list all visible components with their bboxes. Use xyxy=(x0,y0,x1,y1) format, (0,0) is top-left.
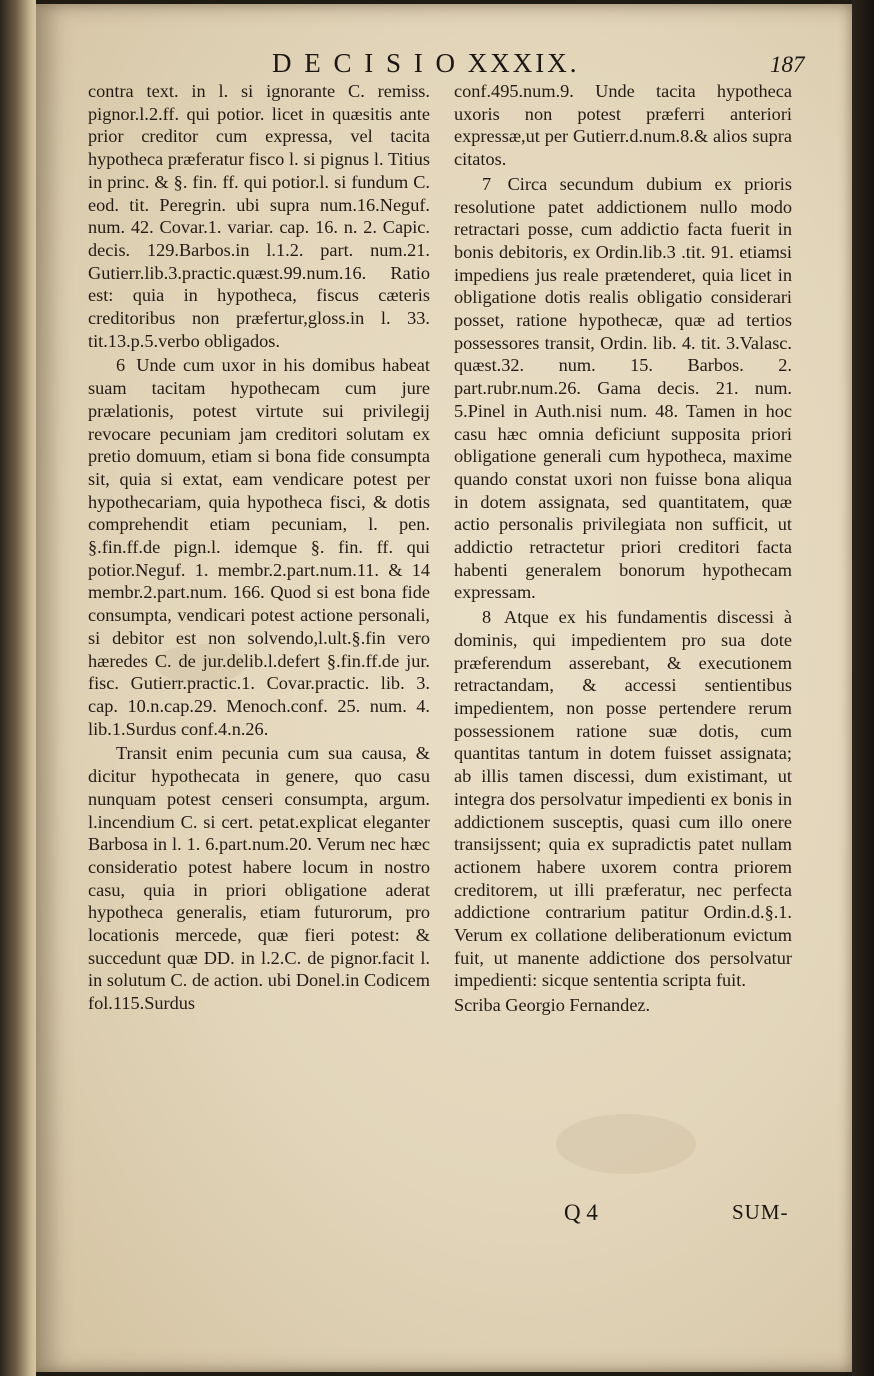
paragraph-number: 8 xyxy=(482,607,492,628)
paragraph-text: conf.495.num.9. Unde tacita hypotheca uxoris non potest præferri anteriori expressæ,ut per Gutierr.d.num.8.& alios supra citatos. xyxy=(454,81,792,170)
paragraph-text: Atque ex his fundamentis discessi à dominis, qui impedientem pro sua dote præferendum asserebant, & executionem retractandam, & accessi sentientibus impedientem, non posse pertendere rerum possessionem ratione suæ dotis, cum quantitas tantum in dotem fuisset assignata; ab illis tamen discessi, dum existimant, ut integra dos persolvatur impedienti ex bonis in addictionem susceptis, quasi cum illo onere transijssent; quia ex supradictis patet nullam actionem habere uxorem contra priorem creditorem, ut illi præferatur, nec perfecta addictione contrarium patitur Ordin.d.§.1. Verum ex collatione deliberationum evictum fuit, ut manente addictione dos persolvatur impedienti: sicque sententia scripta fuit. xyxy=(454,607,792,991)
paragraph xyxy=(454,173,792,604)
page-number: 187 xyxy=(770,52,805,77)
running-head: D E C I S I O XXXIX. xyxy=(272,48,580,78)
paragraph xyxy=(88,742,430,1014)
paragraph-text: contra text. in l. si ignorante C. remiss. pignor.l.2.ff. qui potior. licet in quæsitis ante prior creditor cum expressa, vel tacita hypotheca præferatur fisco l. si pignus l. Titius in princ. & §. fin. ff. qui potior.l. si fundum C. eod. tit. Peregrin. ubi supra num.16.Neguf. num. 42. Covar.1. variar. cap. 16. n. 2. Capic. decis. 129.Barbos.in l.1.2. part. num.21. Gutierr.lib.3.practic.quæst.99.num.16. Ratio est: quia in hypotheca, fiscus cæteris creditoribus non præfertur,gloss.in l. 33. tit.13.p.5.verbo obligados. xyxy=(88,81,430,351)
catchword: SUM- xyxy=(732,1200,789,1224)
left-column xyxy=(88,80,430,1017)
paragraph-text: Unde cum uxor in his domibus habeat suam tacitam hypothecam cum jure prælationis, potest virtute sui privilegij revocare pecuniam jam creditori solutam ex pretio domuum, etiam si bona fide consumpta sit, quia si extat, eam vendicare potest per hypothecariam, quia hypotheca fisci, & dotis comprehendit etiam pecuniam, l. pen. §.fin.ff.de pign.l. idemque §. fin. ff. qui potior.Neguf. 1. membr.2.part.num.11. & 14 membr.2.part.num. 166. Quod si est bona fide consumpta, vendicari potest actione personali, si debitor est non solvendo,l.ult.§.fin vero hæredes C. de jur.delib.l.defert §.fin.ff.de jur. fisc. Gutierr.practic.1. Covar.practic. lib. 3. cap. 10.n.cap.29. Menoch.conf. 25. num. 4. lib.1.Surdus conf.4.n.26. xyxy=(88,355,430,739)
paper-stain xyxy=(556,1114,696,1174)
paragraph-number: 7 xyxy=(482,173,492,194)
book-spine-shadow xyxy=(0,0,36,1376)
paragraph-text: Transit enim pecunia cum sua causa, & dicitur hypothecata in genere, quo casu nunquam potest censeri consumpta, argum. l.incendium C. si cert. petat.explicat eleganter Barbosa in l. 1. 6.part.num.20. Verum nec hæc consideratio potest habere locum in nostro casu, quia in priori obligatione aderat hypotheca generalis, etiam futurorum, pro locationis mercede, quæ fieri potest: & succedunt quæ DD. in l.2.C. de pignor.facit l. in solutum C. de action. ubi Donel.in Codicem fol.115.Surdus xyxy=(88,743,430,1014)
page-edge xyxy=(852,0,874,1376)
right-column xyxy=(454,80,792,1019)
paragraph-number: 6 xyxy=(116,355,126,376)
paragraph xyxy=(454,606,792,992)
paragraph xyxy=(88,80,430,352)
scribe-line: Scriba Georgio Fernandez. xyxy=(454,995,651,1016)
paragraph xyxy=(88,354,430,740)
paragraph xyxy=(454,80,792,171)
paragraph-text: Circa secundum dubium ex prioris resolutione patet addictionem nullo modo retractari posse, cum addictio facta fuerit in bonis debitoris, ex Ordin.lib.3 .tit. 91. etiamsi impediens jus reale prætenderet, quia licet in obligatione dotis realis obligatio considerari posset, ratione hypothecæ, quæ ad tertios possessores transit, Ordin. lib. 4. tit. 3.Valasc. quæst.32. num. 15. Barbos. 2. part.rubr.num.26. Gama decis. 21. num. 5.Pinel in Auth.nisi num. 48. Tamen in hoc casu hæc omnia deficiunt supposita priori obligatione generali cum hypotheca, maxime quando constat uxori non fuisse bona aliqua in dotem assignata, sed quantitatem, quæ actio personalis privilegiata non sufficit, ut addictio retractetur priori creditori facta habenti generalem bonorum hypothecam expressam. xyxy=(454,173,792,603)
book-page xyxy=(36,4,852,1372)
signature-mark: Q 4 xyxy=(564,1200,598,1225)
